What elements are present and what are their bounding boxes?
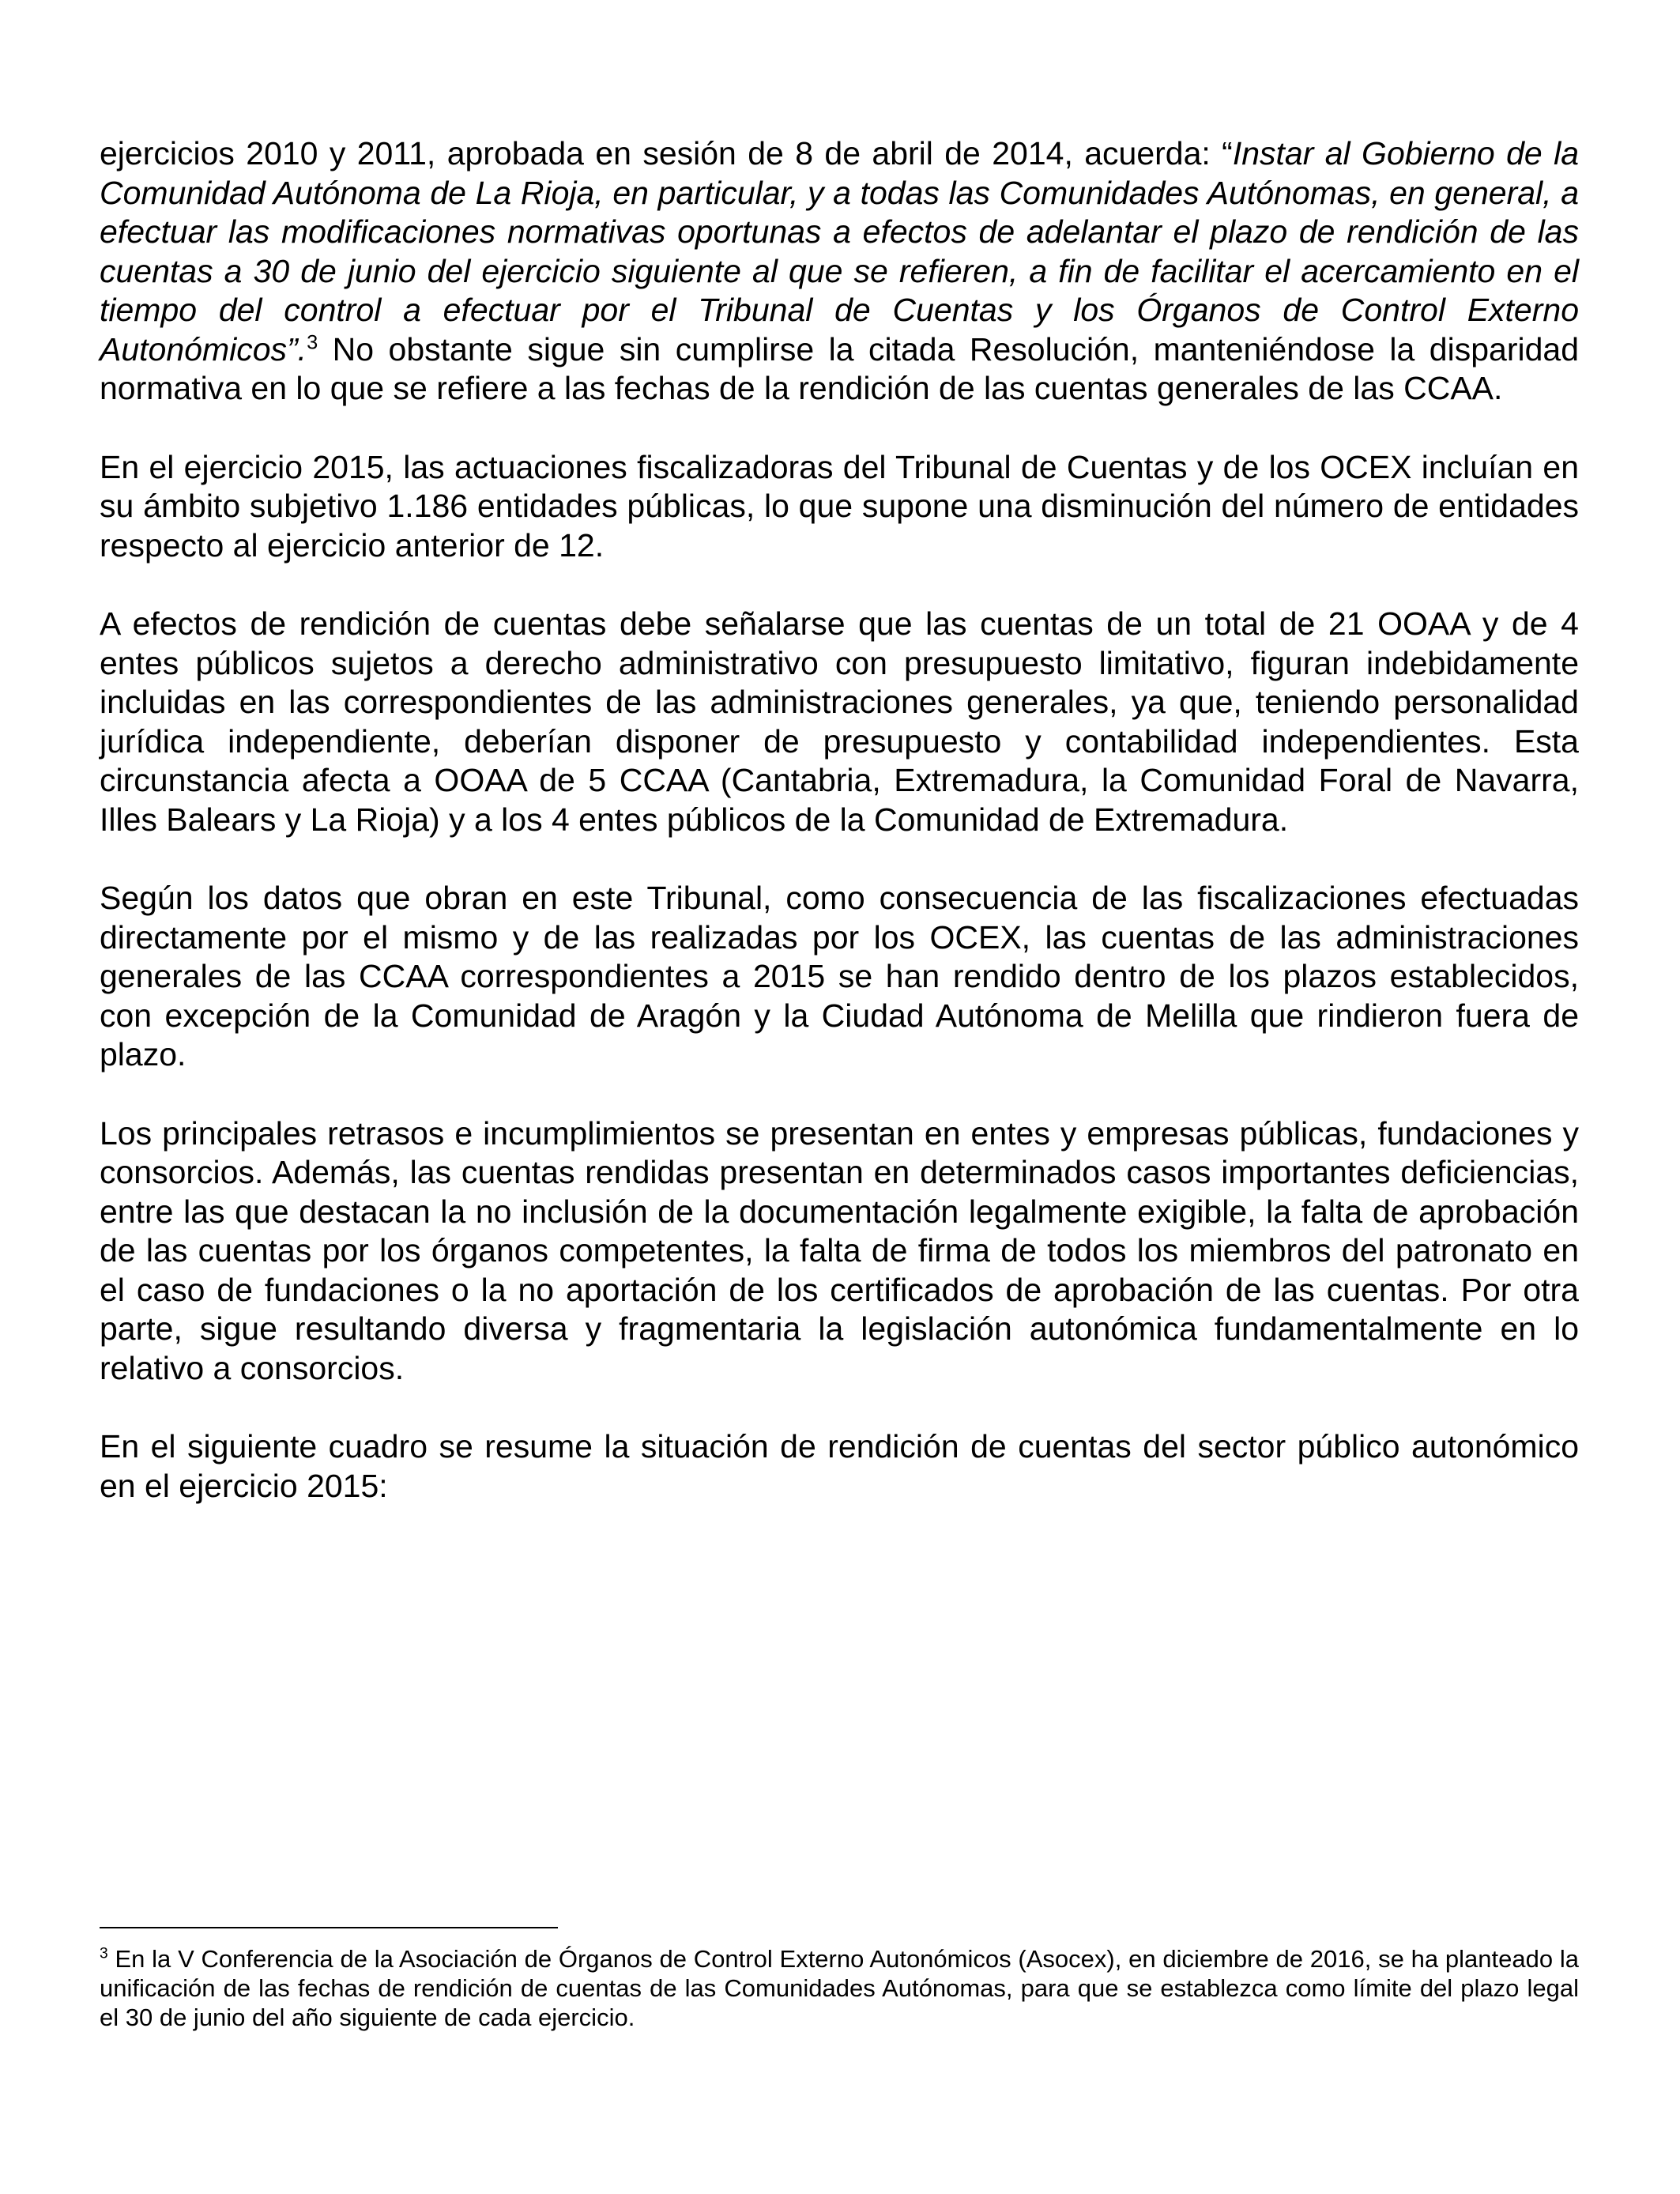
footnote-text xyxy=(100,1944,1579,2032)
paragraph-ooaa: A efectos de rendición de cuentas debe señalarse que las cuentas de un total de 21 OOAA y de 4 entes públicos sujetos a derecho administrativo con presupuesto limitativo, figuran indebidamente incluidas en las correspondientes de las administraciones generales, ya que, teniendo personalidad jurídica independiente, deberían disponer de presupuesto y contabilidad independientes. Esta circunstancia afecta a OOAA de 5 CCAA (Cantabria, Extremadura, la Comunidad Foral de Navarra, Illes Balears y La Rioja) y a los 4 entes públicos de la Comunidad de Extremadura. xyxy=(100,605,1579,838)
footnote-reference[interactable]: 3 xyxy=(307,330,318,353)
paragraph-tail: No obstante sigue sin cumplirse la citada Resolución, manteniéndose la disparidad normativa en lo que se refiere a las fechas de la rendición de las cuentas generales de las CCAA. xyxy=(100,330,1579,406)
body-text xyxy=(100,134,1579,1545)
resolution-quote: Instar al Gobierno de la Comunidad Autónoma de La Rioja, en particular, y a todas las Comunidades Autónomas, en general, a efectuar las modificaciones normativas oportunas a efectos de adelantar el plazo de rendición de las cuentas a 30 de junio del ejercicio siguiente al que se refieren, a fin de facilitar el acercamiento en el tiempo del control a efectuar por el Tribunal de Cuentas y los Órganos de Control Externo Autonómicos”. xyxy=(100,135,1579,368)
footnote xyxy=(100,1944,1579,2032)
footnote-number: 3 xyxy=(100,1945,108,1962)
paragraph-summary-intro: En el siguiente cuadro se resume la situación de rendición de cuentas del sector público autonómico en el ejercicio 2015: xyxy=(100,1428,1579,1504)
paragraph-entities-2015: En el ejercicio 2015, las actuaciones fiscalizadoras del Tribunal de Cuentas y de los OCEX incluían en su ámbito subjetivo 1.186 entidades públicas, lo que supone una disminución del número de entidades respecto al ejercicio anterior de 12. xyxy=(100,448,1579,564)
footnote-body: En la V Conferencia de la Asociación de Órganos de Control Externo Autonómicos (Asocex), en diciembre de 2016, se ha planteado la unificación de las fechas de rendición de cuentas de las Comunidades Autónomas, para que se establezca como límite del plazo legal el 30 de junio del año siguiente de cada ejercicio. xyxy=(100,1945,1579,2031)
paragraph-deadlines: Según los datos que obran en este Tribunal, como consecuencia de las fiscalizaciones efectuadas directamente por el mismo y de las realizadas por los OCEX, las cuentas de las administraciones generales de las CCAA correspondientes a 2015 se han rendido dentro de los plazos establecidos, con excepción de la Comunidad de Aragón y la Ciudad Autónoma de Melilla que rindieron fuera de plazo. xyxy=(100,880,1579,1072)
footnote-separator xyxy=(100,1927,558,1928)
paragraph-lead: ejercicios 2010 y 2011, aprobada en sesión de 8 de abril de 2014, acuerda: “ xyxy=(100,135,1233,172)
paragraph-deficiencies: Los principales retrasos e incumplimientos se presentan en entes y empresas públicas, fundaciones y consorcios. Además, las cuentas rendidas presentan en determinados casos importantes deficiencias, entre las que destacan la no inclusión de la documentación legalmente exigible, la falta de aprobación de las cuentas por los órganos competentes, la falta de firma de todos los miembros del patronato en el caso de fundaciones o la no aportación de los certificados de aprobación de las cuentas. Por otra parte, sigue resultando diversa y fragmentaria la legislación autonómica fundamentalmente en lo relativo a consorcios. xyxy=(100,1114,1579,1386)
paragraph-resolution xyxy=(100,134,1579,409)
